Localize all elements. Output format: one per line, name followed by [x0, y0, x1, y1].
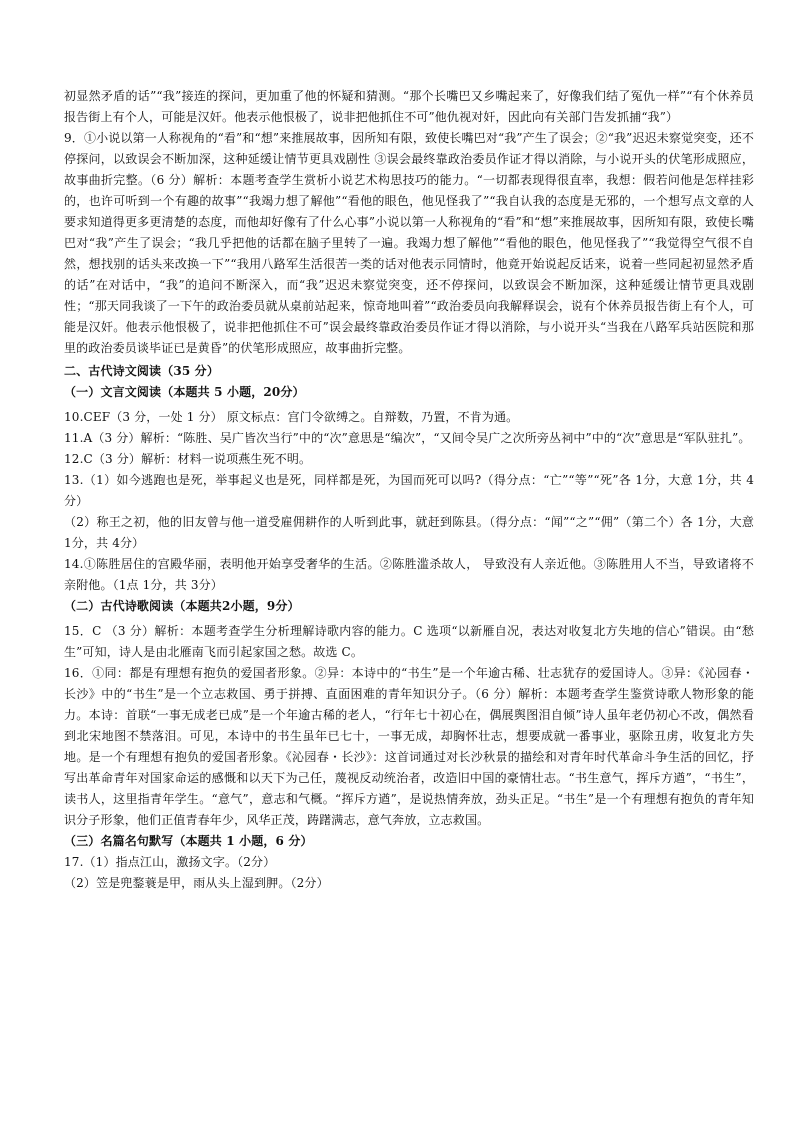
answer-q16: 16．①同：都是有理想有抱负的爱国者形象。②异：本诗中的“书生”是一个年逾古稀、壮志犹存的爱国诗人。③异：《沁园春・长沙》中的“书生”是一个立志救国、勇于拼搏、直面困难的青年知识分子。（6 分）解析：本题考查学生鉴赏诗歌人物形象的能力。本诗：首联“一事无成老已成”是一个年逾古稀的老人，“行年七十初心在，偶展舆图泪自倾”诗人虽年老仍初心不改，偶然看到北宋地图不禁落泪。可见，本诗中的书生虽年已七十，一事无成，却胸怀壮志，想要成就一番事业，驱除丑虏，收复北方失地。是一个有理想有抱负的爱国者形象。《沁园春・长沙》：这首词通过对长沙秋景的描绘和对青年时代革命斗争生活的回忆，抒写出革命青年对国家命运的感慨和以天下为己任，蔑视反动统治者，改造旧中国的豪情壮志。“书生意气，挥斥方遒”，“书生”，读书人，这里指青年学生。“意气”，意志和气概。“挥斥方遒”，是说热情奔放，劲头正足。“书生”是一个有理想有抱负的青年知识分子形象，他们正值青春年少，风华正茂，踌躇满志，意气奔放，立志救国。: [64, 666, 754, 827]
answer-q14: 14.①陈胜居住的宫殿华丽，表明他开始享受奢华的生活。②陈胜滥杀故人， 导致没有人亲近他。③陈胜用人不当，导致诸将不亲附他。（1点 1分，共 3分）: [64, 557, 754, 592]
answer-q13-part2: （2）称王之初，他的旧友曾与他一道受雇佣耕作的人听到此事，就赶到陈县。（得分点：“闻”“之”“佣”（第二个）各 1分，大意 1分，共 4分）: [64, 515, 754, 550]
answer-paragraph-intro: 初显然矛盾的话”“我”接连的探问，更加重了他的怀疑和猜测。“那个长嘴巴又乡嘴起来了，好像我们结了冤仇一样”“有个休养员报告街上有个人，可能是汉奸。他表示他恨极了，说非把他抓住不可”他仇视对奸，因此向有关部门告发抓捕“我”）: [64, 89, 754, 124]
subsection-heading-classical-prose: （一）文言文阅读（本题共 5 小题，20分）: [64, 385, 305, 399]
answer-q17-part2: （2）笠是兜鍪蓑是甲，雨从头上湿到胛。（2分）: [64, 876, 329, 890]
answer-q17-part1: 17.（1）指点江山，激扬文字。（2分）: [64, 855, 276, 869]
subsection-heading-poetry: （二）古代诗歌阅读（本题共2小题，9分）: [64, 599, 300, 613]
answer-q15: 15．C （3 分）解析：本题考查学生分析理解诗歌内容的能力。C 选项“以新雁自况，表达对收复北方失地的信心”错误。由“愁生”可知，诗人是由北雁南飞而引起家国之愁。故选 C。: [64, 624, 754, 659]
answer-q10: 10.CEF（3 分，一处 1 分） 原文标点：宫门令欲缚之。自辩数，乃置，不肯为通。: [64, 410, 519, 424]
answer-q11: 11.A（3 分）解析：“陈胜、吴广皆次当行”中的“次”意思是“编次”，“又间令吴广之次所旁丛祠中”中的“次”意思是“军队驻扎”。: [64, 431, 751, 445]
answer-q12: 12.C（3 分）解析：材料一说项燕生死不明。: [64, 452, 312, 466]
section-heading-ancient-reading: 二、古代诗文阅读（35 分）: [64, 364, 219, 378]
answer-paragraph-q9: 9．①小说以第一人称视角的“看”和“想”来推展故事，因所知有限，致使长嘴巴对“我”产生了误会；②“我”迟迟未察觉突变，还不停探问，以致误会不断加深，这种延缓让情节更具戏剧性 ③误会最终靠政治委员作证才得以消除，与小说开头的伏笔形成照应，故事曲折完整。（6 分）解析：本题考查学生赏析小说艺术构思技巧的能力。“一切都表现得很直率，我想：假若问他是怎样挂彩的，也许可听到一个有趣的故事”“我竭力想了解他”“看他的眼色，他见怪我了”“我自认我的态度是无邪的，一个想写点文章的人要求知道得更多更清楚的态度，而他却好像有了什么心事”小说以第一人称视角的“看”和“想”来推展故事，因所知有限，致使长嘴巴对“我”产生了误会；“我几乎把他的话都在脑子里转了一遍。我竭力想了解他”“看他的眼色，他见怪我了”“我觉得空气很不自然，想找别的话头来改换一下”“我用八路军生活很苦一类的话对他表示同情时，他竟开始说起反话来，说着一些同起初显然矛盾的话”在对话中，“我”的追问不断深入，而“我”迟迟未察觉突变，还不停探问，以致误会不断加深，这种延缓让情节更具戏剧性；“那天同我谈了一下午的政治委员就从桌前站起来，惊奇地叫着”“政治委员向我解释误会，说有个休养员报告街上有个人，可能是汉奸。他表示他恨极了，说非把他抓住不可”误会最终靠政治委员作证才得以消除，与小说开头“当我在八路军兵站医院和那里的政治委员谈毕证已是黄昏”的伏笔形成照应，故事曲折完整。: [64, 131, 754, 355]
subsection-heading-dictation: （三）名篇名句默写（本题共 1 小题，6 分）: [64, 834, 313, 848]
answer-q13-part1: 13.（1）如今逃跑也是死，举事起义也是死，同样都是死，为国而死可以吗?（得分点：“亡”“等”“死”各 1分，大意 1分，共 4分）: [64, 473, 754, 508]
